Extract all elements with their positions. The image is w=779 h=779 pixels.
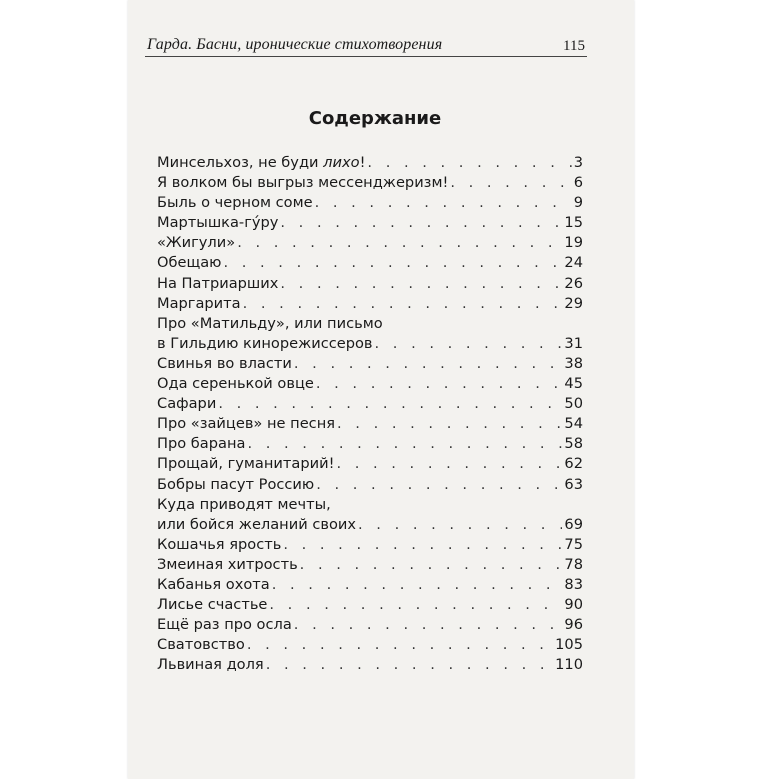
- running-title: Гарда. Басни, иронические стихотворения: [147, 36, 443, 53]
- toc-entry-text: Я волком бы выгрыз мессенджеризм!: [157, 174, 449, 192]
- toc-entry-page: 6: [573, 174, 583, 192]
- toc-leader-dots: [358, 515, 562, 535]
- toc-entry-title: [157, 394, 216, 414]
- toc-entry-page: 38: [564, 354, 583, 372]
- toc-entry-page: 62: [564, 455, 583, 473]
- toc-entry-title: [157, 233, 235, 253]
- toc-entry-text-suffix: !: [359, 154, 366, 171]
- toc-leader-dots: [316, 475, 562, 495]
- toc-leader-dots: [237, 233, 562, 253]
- toc-entry-page: 26: [564, 274, 583, 292]
- toc-entry-title: [157, 193, 313, 213]
- toc-entry-page: 90: [564, 596, 583, 614]
- toc-entry-title: [157, 354, 292, 374]
- toc-leader-dots: [300, 555, 563, 575]
- toc-leader-dots: [269, 595, 562, 615]
- toc-leader-dots: [337, 414, 562, 434]
- toc-entry-page: 24: [564, 254, 583, 272]
- toc-leader-dots: [272, 575, 563, 595]
- page-number: 115: [563, 38, 585, 54]
- toc-entry-italic-text: лихо: [323, 154, 360, 171]
- toc-entry-title: [157, 334, 373, 354]
- toc-leader-dots: [294, 615, 563, 635]
- toc-entry-title: [157, 515, 356, 535]
- toc-entry: [157, 414, 583, 434]
- toc-leader-dots: [375, 334, 563, 354]
- toc-entry-title: [157, 274, 278, 294]
- toc-entry: [157, 294, 583, 314]
- toc-entry-page: 83: [564, 575, 583, 593]
- toc-entry-text: Мартышка-гу́ру: [157, 214, 279, 232]
- toc-entry-text: Маргарита: [157, 294, 241, 312]
- toc-entry-text: Про «зайцев» не песня: [157, 415, 336, 433]
- toc-entry-first-line: Куда приводят мечты,: [157, 495, 331, 513]
- toc-leader-dots: [283, 535, 562, 555]
- toc-entry-page: 96: [564, 616, 583, 634]
- toc-entry-text: Кошачья ярость: [157, 535, 282, 553]
- toc-entry-title: [157, 253, 221, 273]
- toc-entry: [157, 555, 583, 575]
- toc-entry-text: Змеиная хитрость: [157, 555, 298, 573]
- toc-leader-dots: [294, 354, 563, 374]
- toc-leader-dots: [316, 374, 563, 394]
- toc-entry-text: Прощай, гуманитарий!: [157, 455, 335, 473]
- toc-leader-dots: [218, 394, 562, 414]
- toc-leader-dots: [336, 454, 562, 474]
- toc-entry-text: «Жигули»: [157, 234, 236, 252]
- toc-entry-page: 29: [564, 294, 583, 312]
- toc-entry-title: [157, 153, 365, 173]
- toc-entry-title: [157, 374, 314, 394]
- toc-leader-dots: [266, 655, 553, 675]
- toc-entry-page: 75: [564, 535, 583, 553]
- toc-entry: [157, 213, 583, 233]
- toc-entry-title: [157, 655, 264, 675]
- toc-leader-dots: [450, 173, 571, 193]
- toc-entry: [157, 535, 583, 555]
- toc-entry-text: Кабанья охота: [157, 575, 270, 593]
- toc-entry-title: [157, 414, 335, 434]
- running-header: [145, 34, 587, 57]
- toc-entry-title: [157, 434, 245, 454]
- toc-entry: [157, 575, 583, 595]
- toc-entry-page: 19: [564, 234, 583, 252]
- toc-entry-text: Львиная доля: [157, 656, 264, 674]
- toc-entry: [157, 193, 583, 213]
- toc-leader-dots: [247, 434, 562, 454]
- toc-entry: [157, 434, 583, 454]
- toc-entry-text: Быль о черном соме: [157, 194, 313, 212]
- toc-entry-page: 58: [564, 435, 583, 453]
- toc-entry-page: 110: [555, 656, 583, 674]
- toc-entry-text: Бобры пасут Россию: [157, 475, 315, 493]
- toc-entry-text: Лисье счастье: [157, 596, 268, 614]
- toc-entry-page: 9: [573, 194, 583, 212]
- toc-title: Содержание: [308, 108, 442, 129]
- toc-entry-page: 3: [573, 154, 583, 171]
- toc-entry-text: Про барана: [157, 435, 246, 453]
- toc-entry-page: 105: [555, 636, 583, 654]
- toc-leader-dots: [367, 153, 571, 173]
- toc-entry-text: Сафари: [157, 395, 217, 413]
- toc-entry-title: [157, 595, 267, 615]
- toc-entry: [157, 515, 583, 535]
- toc-entry-title: [157, 475, 314, 495]
- toc-entry-page: 50: [564, 395, 583, 413]
- toc-entry-title: [157, 555, 298, 575]
- toc-leader-dots: [280, 274, 562, 294]
- toc-leader-dots: [247, 635, 553, 655]
- toc-leader-dots: [280, 213, 562, 233]
- toc-entry-title: [157, 615, 292, 635]
- toc-entry: [157, 635, 583, 655]
- toc-entry-page: 15: [564, 214, 583, 232]
- toc-entry: [157, 173, 583, 193]
- toc-entry: [157, 153, 583, 173]
- toc-entry: [157, 475, 583, 495]
- toc-entry-title: [157, 213, 278, 233]
- toc-entry-title: [157, 635, 245, 655]
- toc-entry-page: 63: [564, 475, 583, 493]
- toc-entry-page: 45: [564, 375, 583, 393]
- toc-entry-page: 31: [564, 334, 583, 352]
- toc-entry-page: 69: [564, 515, 583, 533]
- toc-entry-text: Сватовство: [157, 636, 245, 654]
- toc-entry-first-line: Про «Матильду», или письмо: [157, 314, 383, 332]
- toc-entry: [157, 334, 583, 354]
- toc-entry: [157, 595, 583, 615]
- toc-entry: [157, 454, 583, 474]
- toc-leader-dots: [223, 253, 562, 273]
- toc-entry-text: или бойся желаний своих: [157, 515, 357, 533]
- toc-entry: [157, 394, 583, 414]
- toc-entry-text: Минсельхоз, не буди: [157, 154, 324, 171]
- toc-entry-title: [157, 575, 270, 595]
- toc-entry-text: На Патриарших: [157, 274, 279, 292]
- toc-entry-text: в Гильдию кинорежиссеров: [157, 334, 373, 352]
- toc-entry-text: Свинья во власти: [157, 354, 292, 372]
- toc-entry-page: 54: [564, 415, 583, 433]
- table-of-contents: [157, 153, 583, 675]
- toc-entry-text: Обещаю: [157, 254, 222, 272]
- toc-entry: [157, 354, 583, 374]
- toc-leader-dots: [243, 294, 563, 314]
- toc-entry-title: [157, 294, 241, 314]
- toc-entry: [157, 374, 583, 394]
- toc-entry-page: 78: [564, 555, 583, 573]
- toc-entry: [157, 253, 583, 273]
- toc-entry-text: Ещё раз про осла: [157, 616, 292, 634]
- toc-entry: [157, 615, 583, 635]
- toc-entry: [157, 274, 583, 294]
- toc-entry-text: Ода серенькой овце: [157, 375, 314, 393]
- toc-entry: [157, 233, 583, 253]
- toc-entry-title: [157, 173, 448, 193]
- toc-leader-dots: [315, 193, 572, 213]
- toc-entry-title: [157, 535, 281, 555]
- toc-entry-title: [157, 454, 334, 474]
- toc-entry: [157, 655, 583, 675]
